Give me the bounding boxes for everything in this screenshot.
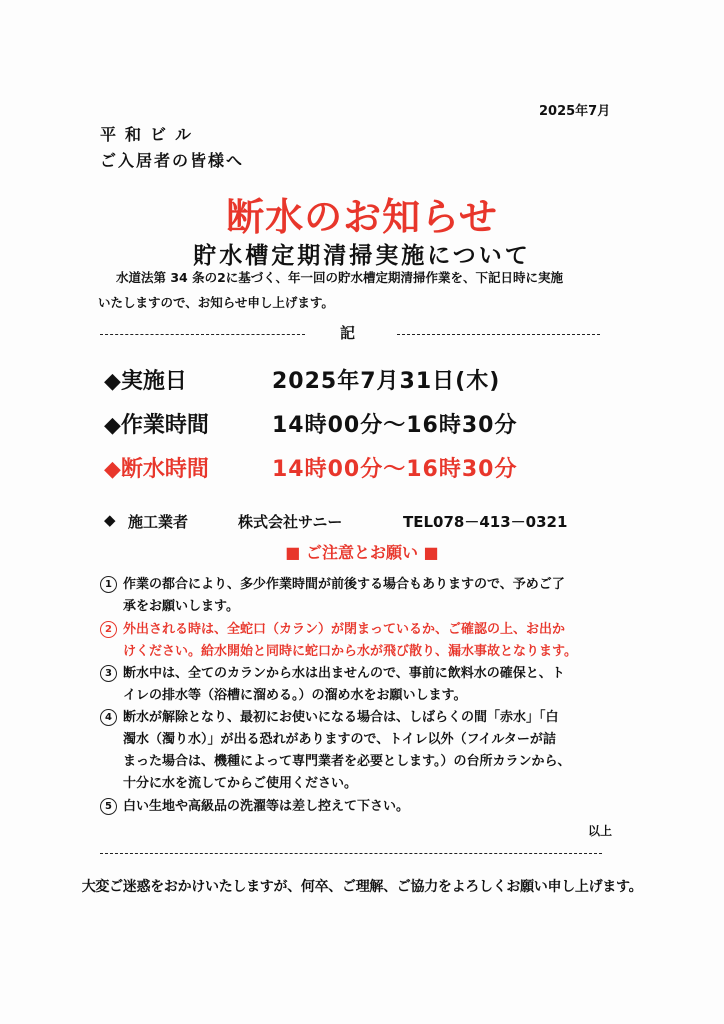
note-text: 断水が解除となり、最初にお使いになる場合は、しばらくの間「赤水」「白	[123, 710, 559, 725]
note-item	[100, 707, 570, 795]
note-number: 4	[100, 709, 117, 726]
schedule-label: ◆実施日	[104, 369, 187, 394]
note-item	[100, 619, 577, 663]
issue-date: 2025年7月	[539, 104, 611, 119]
closing-message: 大変ご迷惑をおかけいたしますが、何卒、ご理解、ご協力をよろしくお願い申し上げます。	[81, 879, 643, 895]
note-line	[100, 773, 570, 795]
note-text: 濁水（濁り水）」が出る恐れがありますので、トイレ以外（フイルターが詰	[123, 732, 556, 747]
ijou-mark: 以上	[588, 824, 613, 838]
notice-heading: ■ ご注意とお願い ■	[285, 543, 439, 562]
schedule-value: 2025年7月31日(木)	[272, 369, 501, 394]
addressee-line: ご入居者の皆様へ	[100, 151, 245, 170]
note-item	[100, 796, 409, 818]
divider-bottom	[100, 853, 602, 854]
note-text: まった場合は、機種によって専門業者を必要とします。）の台所カランから、	[123, 754, 571, 769]
note-line	[100, 796, 409, 818]
note-line	[100, 619, 577, 641]
page-title: 断水のお知らせ	[226, 195, 498, 239]
note-line	[100, 596, 565, 618]
note-text: けください。給水開始と同時に蛇口から水が飛び散り、漏水事故となります。	[123, 644, 577, 659]
note-text: 十分に水を流してからご使用ください。	[123, 776, 358, 791]
note-text: 白い生地や高級品の洗濯等は差し控えて下さい。	[123, 799, 410, 814]
divider-right	[397, 334, 600, 335]
ki-heading: 記	[340, 324, 356, 342]
schedule-value: 14時00分～16時30分	[272, 457, 518, 482]
contractor-marker: ◆	[104, 511, 116, 529]
contractor-label: 施工業者	[128, 513, 189, 531]
intro-line-1: 水道法第 34 条の2に基づく、年一回の貯水槽定期清掃作業を、下記日時に実施	[116, 270, 564, 285]
schedule-value: 14時00分～16時30分	[272, 413, 518, 438]
note-text: イレの排水等（浴槽に溜める。）の溜め水をお願いします。	[123, 688, 467, 703]
note-line	[100, 685, 565, 707]
note-line	[100, 663, 565, 685]
note-line	[100, 641, 577, 663]
page-subtitle: 貯水槽定期清掃実施について	[193, 243, 531, 269]
note-number: 1	[100, 576, 117, 593]
divider-left	[100, 334, 305, 335]
note-line	[100, 707, 570, 729]
intro-line-2: いたしますので、お知らせ申し上げます。	[98, 295, 334, 310]
note-text: 作業の都合により、多少作業時間が前後する場合もありますので、予めご了	[123, 577, 565, 592]
contractor-company: 株式会社サニー	[238, 513, 343, 531]
note-item	[100, 663, 565, 707]
note-line	[100, 729, 570, 751]
note-number: 5	[100, 798, 117, 815]
note-item	[100, 574, 565, 618]
schedule-label: ◆作業時間	[104, 413, 209, 438]
note-line	[100, 751, 570, 773]
contractor-tel: TEL078－413－0321	[403, 513, 568, 531]
note-number: 3	[100, 665, 117, 682]
building-name: 平和ビル	[100, 125, 201, 144]
note-text: 承をお願いします。	[123, 599, 239, 614]
note-text: 外出される時は、全蛇口（カラン）が閉まっているか、ご確認の上、お出か	[123, 622, 566, 637]
note-text: 断水中は、全てのカランから水は出ませんので、事前に飲料水の確保と、ト	[123, 666, 565, 681]
note-line	[100, 574, 565, 596]
schedule-label: ◆断水時間	[104, 457, 209, 482]
note-number: 2	[100, 621, 117, 638]
